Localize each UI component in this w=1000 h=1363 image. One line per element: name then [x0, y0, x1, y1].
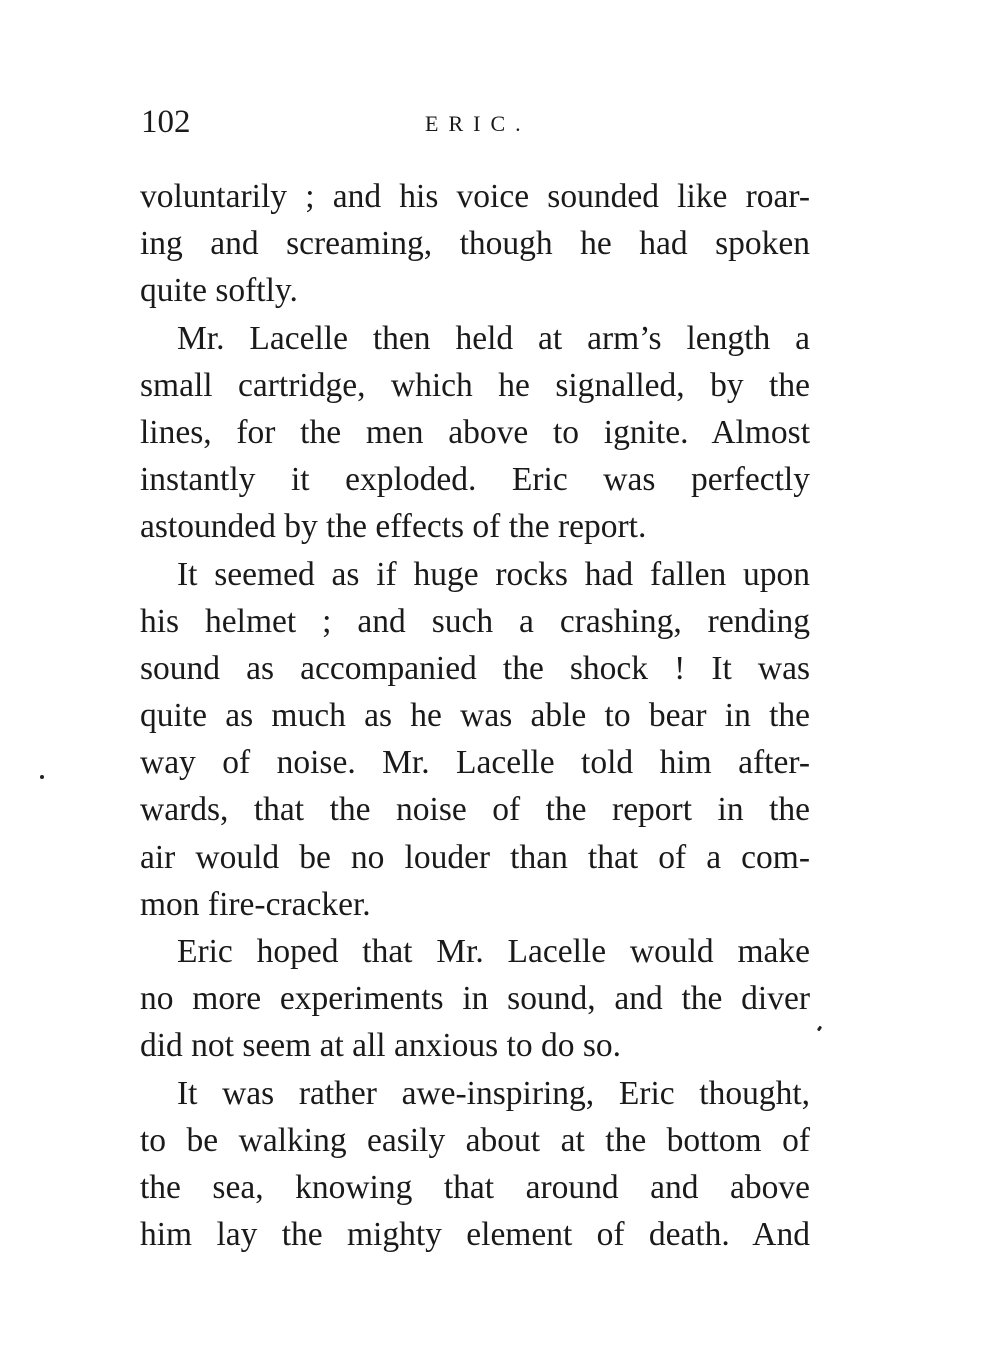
text-line: wards, that the noise of the report in the: [140, 791, 810, 829]
text-line: him lay the mighty element of death. And: [140, 1216, 810, 1254]
text-line: ing and screaming, though he had spoken: [140, 225, 810, 263]
text-line: air would be no louder than that of a com-: [140, 838, 810, 876]
text-line: quite as much as he was able to bear in the: [140, 697, 810, 735]
text-line: astounded by the effects of the report.: [140, 508, 647, 546]
text-line: voluntarily ; and his voice sounded like roar-: [140, 178, 810, 215]
text-line: sound as accompanied the shock ! It was: [140, 649, 810, 687]
page-header: [141, 100, 821, 144]
body-text: [140, 173, 810, 1258]
text-line: way of noise. Mr. Lacelle told him after-: [140, 744, 810, 782]
text-line: small cartridge, which he signalled, by the: [140, 366, 810, 404]
text-line: Mr. Lacelle then held at arm’s length a: [177, 319, 810, 357]
text-line: It was rather awe-inspiring, Eric thought,: [177, 1074, 810, 1112]
text-line: quite softly.: [140, 272, 298, 310]
text-line: instantly it exploded. Eric was perfectly: [140, 461, 810, 499]
text-line: lines, for the men above to ignite. Almost: [140, 413, 810, 451]
page-number: 102: [141, 104, 191, 140]
text-line: did not seem at all anxious to do so.: [140, 1027, 622, 1065]
print-speck: [40, 775, 44, 779]
text-line: mon fire-cracker.: [140, 885, 371, 923]
print-speck: [817, 1026, 822, 1032]
text-line: the sea, knowing that around and above: [140, 1168, 810, 1206]
text-line: Eric hoped that Mr. Lacelle would make: [177, 933, 810, 970]
text-line: It seemed as if huge rocks had fallen upon: [177, 555, 810, 593]
text-line: no more experiments in sound, and the diver: [140, 980, 810, 1018]
text-line: to be walking easily about at the bottom of: [140, 1121, 810, 1159]
running-title: ERIC.: [425, 111, 531, 136]
text-line: his helmet ; and such a crashing, rending: [140, 602, 810, 640]
